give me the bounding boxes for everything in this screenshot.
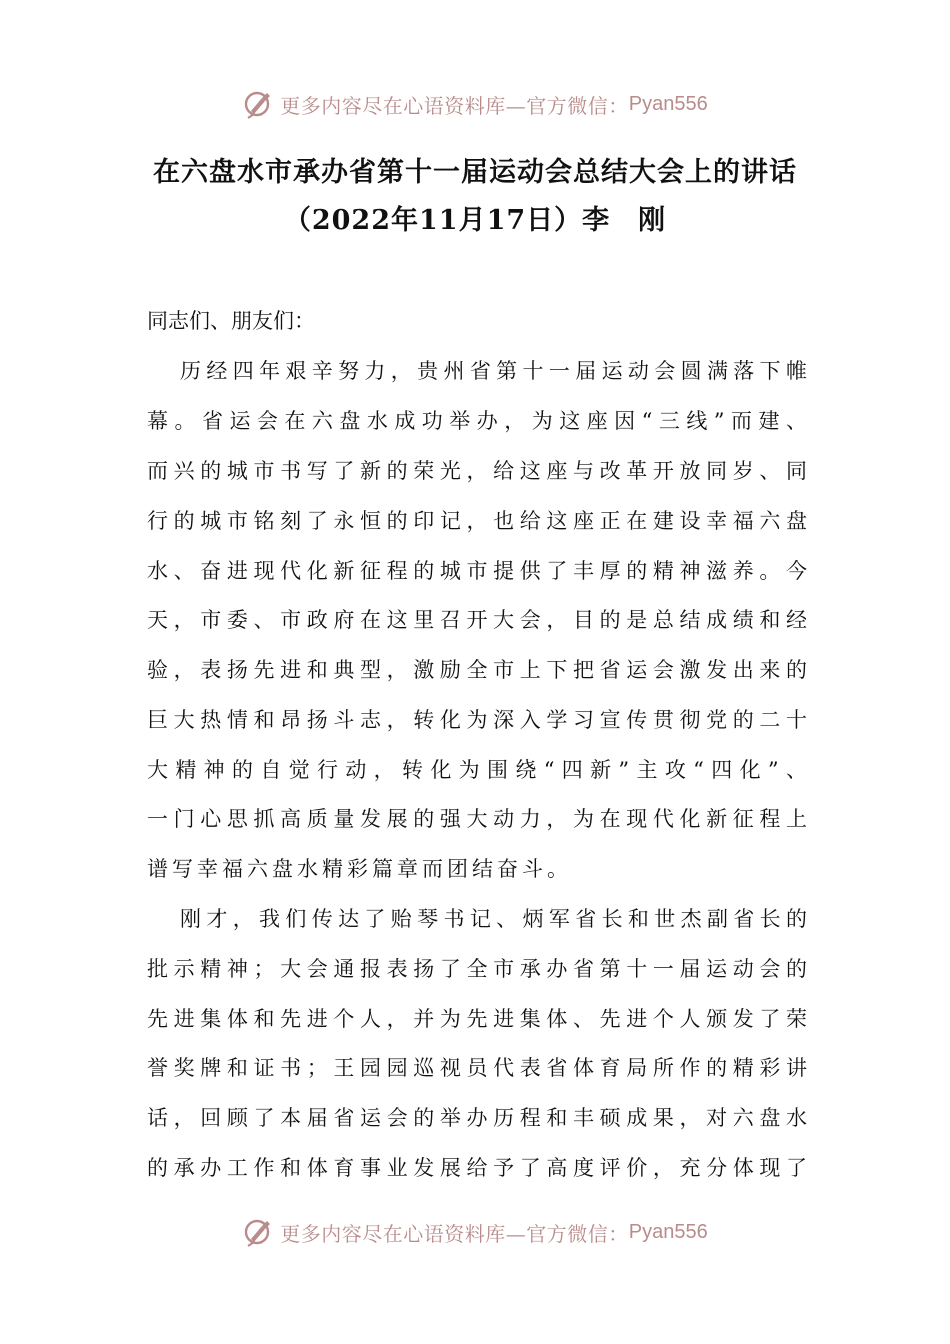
paragraph-line: 大精神的自觉行动，转化为围绕“四新”主攻“四化”、 bbox=[147, 758, 807, 782]
paragraph-line: 行的城市铭刻了永恒的印记，也给这座正在建设幸福六盘 bbox=[147, 509, 807, 533]
paragraph-line: 话，回顾了本届省运会的举办历程和丰硕成果，对六盘水 bbox=[147, 1106, 807, 1130]
pen-nib-icon bbox=[242, 88, 274, 120]
paragraph-line: 历经四年艰辛努力，贵州省第十一届运动会圆满落下帷 bbox=[180, 359, 807, 383]
paragraph-line: 巨大热情和昂扬斗志，转化为深入学习宣传贯彻党的二十 bbox=[147, 708, 807, 732]
paragraph-line: 谱写幸福六盘水精彩篇章而团结奋斗。 bbox=[147, 857, 572, 881]
watermark-id: Pyan556 bbox=[628, 92, 708, 115]
paragraph-line: 刚才，我们传达了贻琴书记、炳军省长和世杰副省长的 bbox=[180, 907, 807, 931]
paragraph-line: 水、奋进现代化新征程的城市提供了丰厚的精神滋养。今 bbox=[147, 559, 807, 583]
paragraph-line: 批示精神；大会通报表扬了全市承办省第十一届运动会的 bbox=[147, 957, 807, 981]
watermark-text: 更多内容尽在心语资料库—官方微信： bbox=[280, 93, 629, 118]
watermark-text: 更多内容尽在心语资料库—官方微信： bbox=[280, 1221, 629, 1246]
document-title: 在六盘水市承办省第十一届运动会总结大会上的讲话 bbox=[153, 157, 797, 188]
paragraph-line: 誉奖牌和证书；王园园巡视员代表省体育局所作的精彩讲 bbox=[147, 1056, 807, 1080]
paragraph-line: 而兴的城市书写了新的荣光，给这座与改革开放同岁、同 bbox=[147, 459, 807, 483]
paragraph-line: 先进集体和先进个人，并为先进集体、先进个人颁发了荣 bbox=[147, 1007, 807, 1031]
paragraph-line: 天，市委、市政府在这里召开大会，目的是总结成绩和经 bbox=[147, 608, 807, 632]
watermark-top bbox=[0, 84, 950, 124]
paragraph-line: 验，表扬先进和典型，激励全市上下把省运会激发出来的 bbox=[147, 658, 807, 682]
paragraph-line: 的承办工作和体育事业发展给予了高度评价，充分体现了 bbox=[147, 1156, 807, 1180]
document-subtitle: （2022年11月17日）李 刚 bbox=[283, 205, 667, 236]
watermark-bottom bbox=[0, 1212, 950, 1252]
pen-nib-icon bbox=[242, 1216, 274, 1248]
greeting: 同志们、朋友们： bbox=[147, 309, 315, 333]
paragraph-line: 一门心思抓高质量发展的强大动力，为在现代化新征程上 bbox=[147, 807, 807, 831]
watermark-id: Pyan556 bbox=[628, 1220, 708, 1243]
paragraph-line: 幕。省运会在六盘水成功举办，为这座因“三线”而建、 bbox=[147, 409, 807, 433]
